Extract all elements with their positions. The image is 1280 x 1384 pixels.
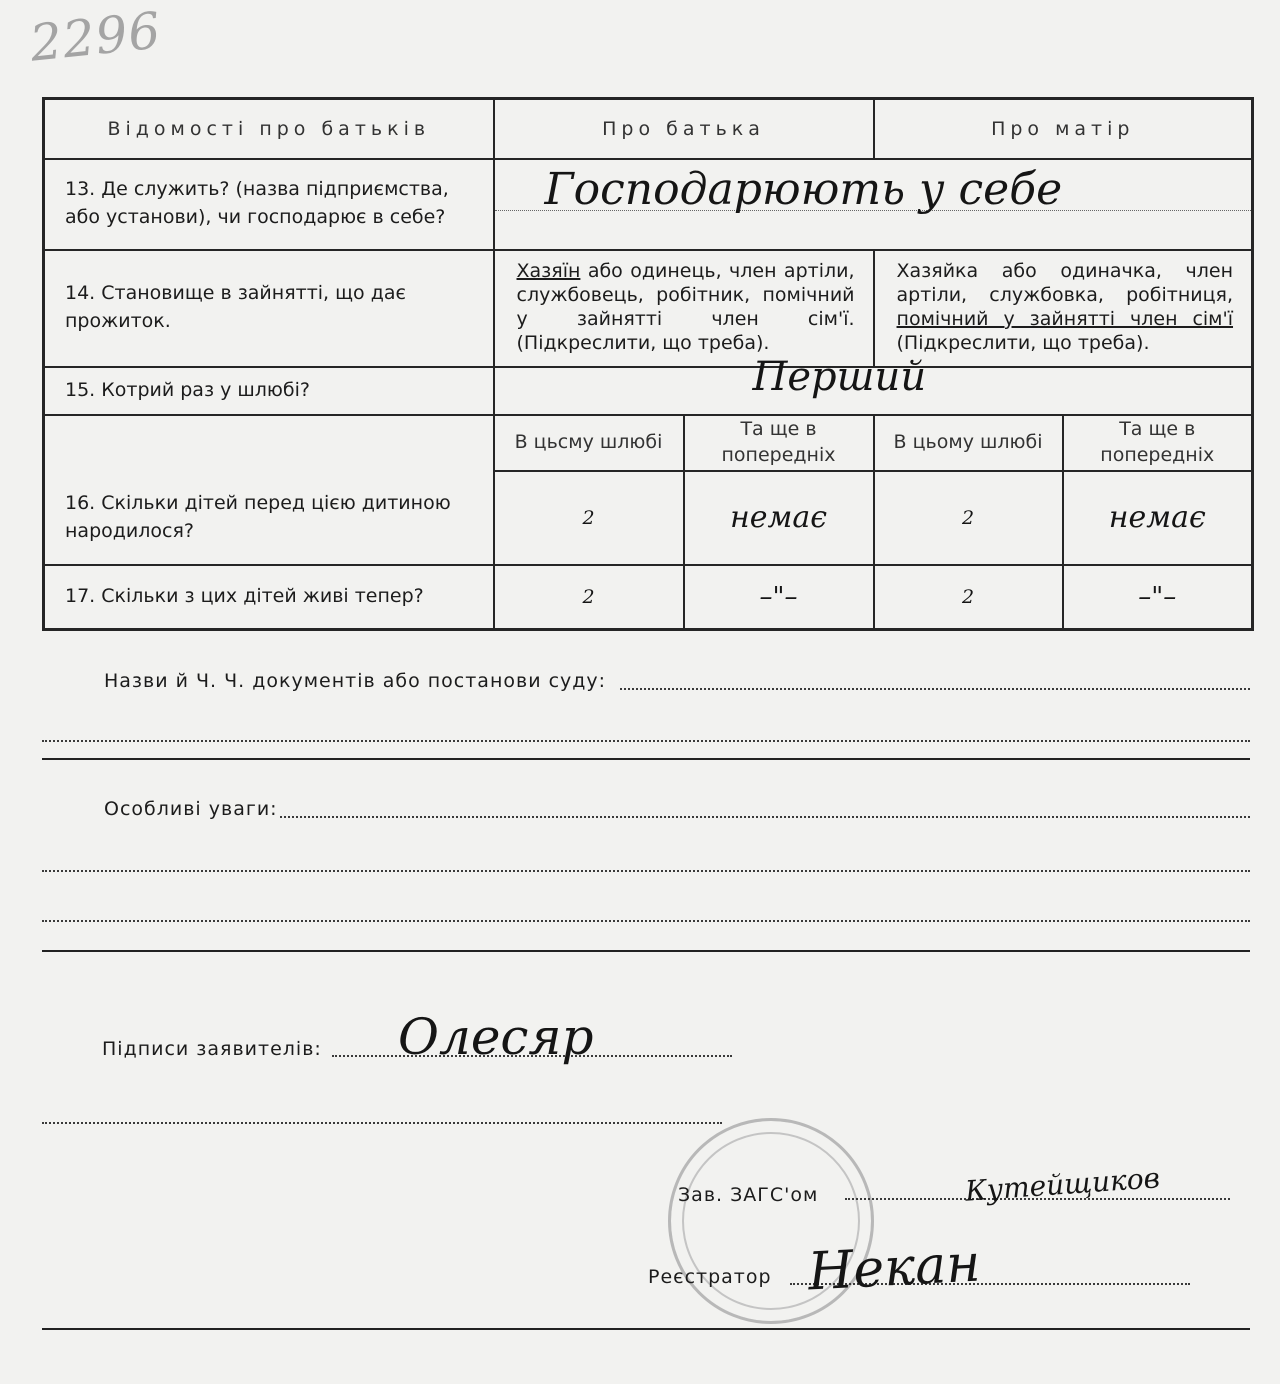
registrar-signature: Некан (806, 1233, 982, 1303)
question-13: 13. Де служить? (назва підприємства, або установи), чи господарює в себе? (44, 159, 494, 250)
registrar-label: Реєстратор (648, 1266, 772, 1288)
answer-13: Господарюють у себе (544, 163, 1063, 215)
q16-mother-prev: немає (1063, 471, 1253, 565)
q16-mother-this: 2 (874, 471, 1063, 565)
subheader-father-this-marriage: В цьсму шлюбі (494, 415, 684, 471)
father-occupation-options (494, 250, 874, 367)
answer-15: Перший (752, 353, 927, 400)
zags-head-label: Зав. ЗАГС'ом (678, 1184, 819, 1206)
documents-label: Назви й Ч. Ч. документів або постанови суду: (104, 670, 607, 692)
remarks-line-1 (280, 816, 1250, 818)
q17-mother-prev: –"– (1063, 565, 1253, 630)
remarks-line-3 (42, 920, 1250, 922)
documents-line-2 (42, 740, 1250, 742)
header-mother: Про матір (874, 99, 1253, 159)
q16-father-prev: немає (684, 471, 874, 565)
archive-number: 2296 (27, 1, 164, 73)
subheader-father-previous: Та ще в попередніх (684, 415, 874, 471)
q17-father-this: 2 (494, 565, 684, 630)
father-option-text: або одинець, член артіли, службовець, робітник, помічний у зайнятті член сім'ї. (Підкреслити, що треба). (516, 260, 855, 354)
answer-13-cell (494, 159, 1253, 250)
header-father: Про батька (494, 99, 874, 159)
subheader-mother-this-marriage: В цьому шлюбі (874, 415, 1063, 471)
zags-head-signature: Кутейщиков (964, 1161, 1161, 1208)
question-15: 15. Котрий раз у шлюбі? (44, 367, 494, 415)
question-16: 16. Скільки дітей перед цією дитиною народилося? (44, 415, 494, 565)
signatures-line-2 (42, 1122, 722, 1124)
q17-father-prev: –"– (684, 565, 874, 630)
section-divider-1 (42, 758, 1250, 760)
subheader-mother-previous: Та ще в попередніх (1063, 415, 1253, 471)
bottom-divider (42, 1328, 1250, 1330)
q16-father-this: 2 (494, 471, 684, 565)
header-parents-info: Відомості про батьків (44, 99, 494, 159)
applicant-signature: Олесяр (398, 1008, 594, 1066)
parents-info-table (42, 97, 1254, 631)
mother-occupation-options (874, 250, 1253, 367)
remarks-line-2 (42, 870, 1250, 872)
signatures-label: Підписи заявителів: (102, 1038, 322, 1060)
question-17: 17. Скільки з цих дітей живі тепер? (44, 565, 494, 630)
documents-line-1 (620, 688, 1250, 690)
mother-option-text-end: (Підкреслити, що треба). (896, 331, 1150, 354)
mother-underlined-option: помічний у зайнятті член сім'ї (896, 308, 1234, 330)
answer-15-cell (494, 353, 1253, 415)
mother-option-text: Хазяйка або одиначка, член артіли, службовка, робітниця, (896, 260, 1234, 307)
q17-mother-this: 2 (874, 565, 1063, 630)
section-divider-2 (42, 950, 1250, 952)
question-14: 14. Становище в зайнятті, що дає прожиток. (44, 250, 494, 367)
remarks-label: Особливі уваги: (104, 798, 278, 820)
father-underlined-option: Хазяїн (516, 260, 581, 283)
